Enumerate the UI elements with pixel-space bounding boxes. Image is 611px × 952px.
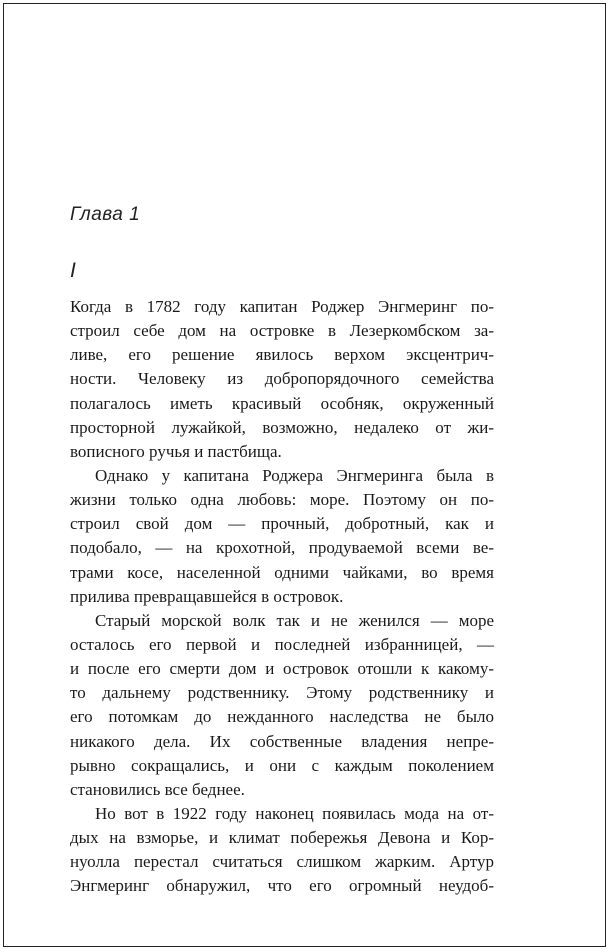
chapter-title: Глава 1 [70, 204, 141, 225]
body-text [70, 295, 494, 899]
paragraph-2 [70, 464, 494, 609]
text-line: трами косе, населенной одними чайками, во время [70, 562, 494, 582]
paragraph-4 [70, 802, 494, 899]
text-line: Старый морской волк так и не женился — море [95, 610, 494, 630]
text-line: вописного ручья и пастбища. [70, 441, 282, 461]
text-line: строил себе дом на островке в Лезеркомбском за- [70, 321, 494, 341]
text-line: прилива превращавшейся в островок. [70, 586, 344, 606]
text-line: строил свой дом — прочный, добротный, как и [70, 514, 494, 534]
text-line: Когда в 1782 году капитан Роджер Энгмеринг по- [70, 297, 494, 316]
text-line: ности. Человеку из добропорядочного семейства [70, 369, 494, 389]
text-line: становились все беднее. [70, 779, 245, 799]
text-line: ливе, его решение явилось верхом эксцентрич- [70, 345, 494, 365]
text-line: никакого дела. Их собственные владения непре- [70, 731, 494, 751]
text-line: его потомкам до нежданного наследства не было [70, 707, 494, 727]
paragraph-1 [70, 295, 494, 464]
text-line: жизни только одна любовь: море. Поэтому он по- [70, 490, 494, 510]
text-line: осталось его первой и последней избранницей, — [70, 634, 494, 654]
text-line: Но вот в 1922 году наконец появилась мода на от- [95, 803, 494, 823]
text-line: то дальнему родственнику. Этому родственнику и [70, 683, 494, 703]
paragraph-3 [70, 609, 494, 802]
section-number: I [70, 259, 76, 282]
text-line: рывно сокращались, и они с каждым поколением [70, 755, 494, 775]
text-line: и после его смерти дом и островок отошли к какому- [70, 659, 494, 679]
text-line: полагалось иметь красивый особняк, окруженный [70, 393, 494, 413]
text-line: подобало, — на крохотной, продуваемой всеми ве- [70, 538, 494, 558]
text-line: нуолла перестал считаться слишком жарким. Артур [70, 852, 494, 872]
book-page [3, 3, 606, 947]
text-line: Однако у капитана Роджера Энгмеринга была в [95, 465, 494, 485]
text-line: просторной лужайкой, возможно, недалеко от жи- [70, 417, 494, 437]
text-line: дых на взморье, и климат побережья Девона и Кор- [70, 828, 494, 848]
text-line: Энгмеринг обнаружил, что его огромный неудоб- [70, 876, 494, 896]
